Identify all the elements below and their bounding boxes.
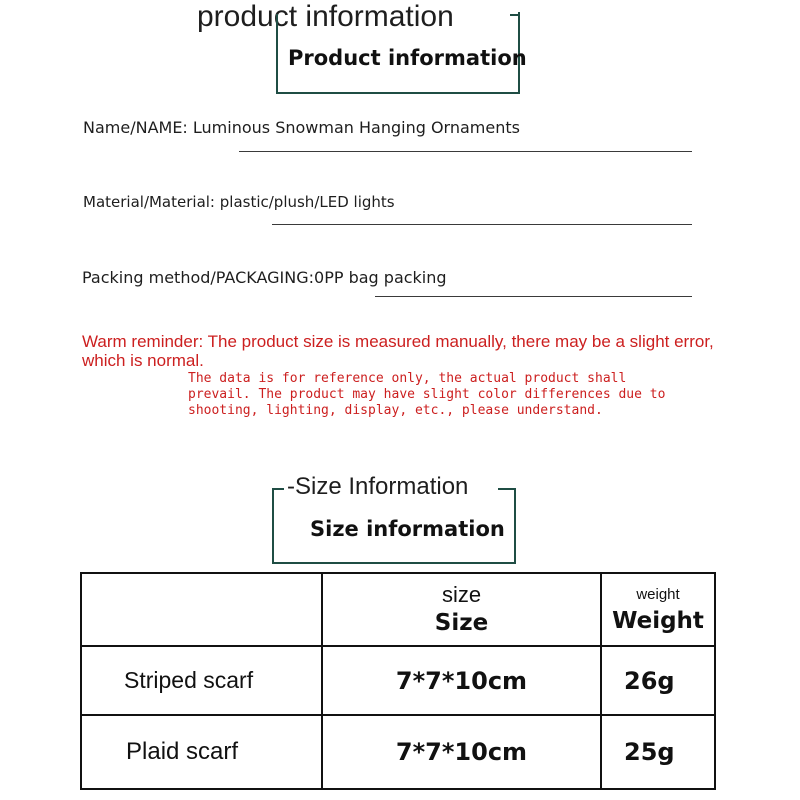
- product-info-subtitle: Product information: [288, 46, 527, 70]
- table-row-name: Striped scarf: [124, 667, 254, 693]
- size-table: [80, 572, 716, 790]
- table-row-weight: 26g: [624, 666, 675, 695]
- header-cell-size: [323, 574, 600, 645]
- product-info-frame-right-cap: [510, 14, 518, 16]
- material-underline: [272, 224, 692, 225]
- product-name-line: Name/NAME: Luminous Snowman Hanging Ornaments: [83, 118, 520, 137]
- table-row-weight: 25g: [624, 738, 675, 766]
- header-cell-empty: [82, 574, 321, 645]
- table-row-size: 7*7*10cm: [395, 666, 528, 695]
- header-cell-weight: [602, 574, 714, 645]
- product-packing-line: Packing method/PACKAGING:0PP bag packing: [82, 268, 447, 287]
- weight-header-bold: Weight: [612, 607, 704, 634]
- size-info-title: -Size Information: [287, 473, 469, 500]
- product-info-title: product information: [197, 0, 454, 33]
- product-material-line: Material/Material: plastic/plush/LED lights: [83, 193, 395, 211]
- table-row-size: 7*7*10cm: [395, 738, 528, 766]
- size-info-subtitle: Size information: [310, 517, 505, 541]
- size-info-frame-right-cap: [498, 488, 514, 490]
- size-header-bold: Size: [434, 609, 489, 636]
- reference-disclaimer: The data is for reference only, the actual product shall prevail. The product may have slight color differences due to shooting, lighting, display, etc., please understand.: [188, 371, 666, 418]
- packing-underline: [375, 296, 692, 297]
- size-header-light: size: [441, 581, 482, 607]
- warm-reminder: Warm reminder: The product size is measured manually, there may be a slight error, which is normal.: [82, 332, 714, 370]
- table-row-name: Plaid scarf: [126, 738, 239, 765]
- name-underline: [239, 151, 692, 152]
- frame-tick: [518, 12, 520, 24]
- weight-header-light: weight: [636, 585, 680, 603]
- size-info-frame-left-cap: [272, 488, 284, 490]
